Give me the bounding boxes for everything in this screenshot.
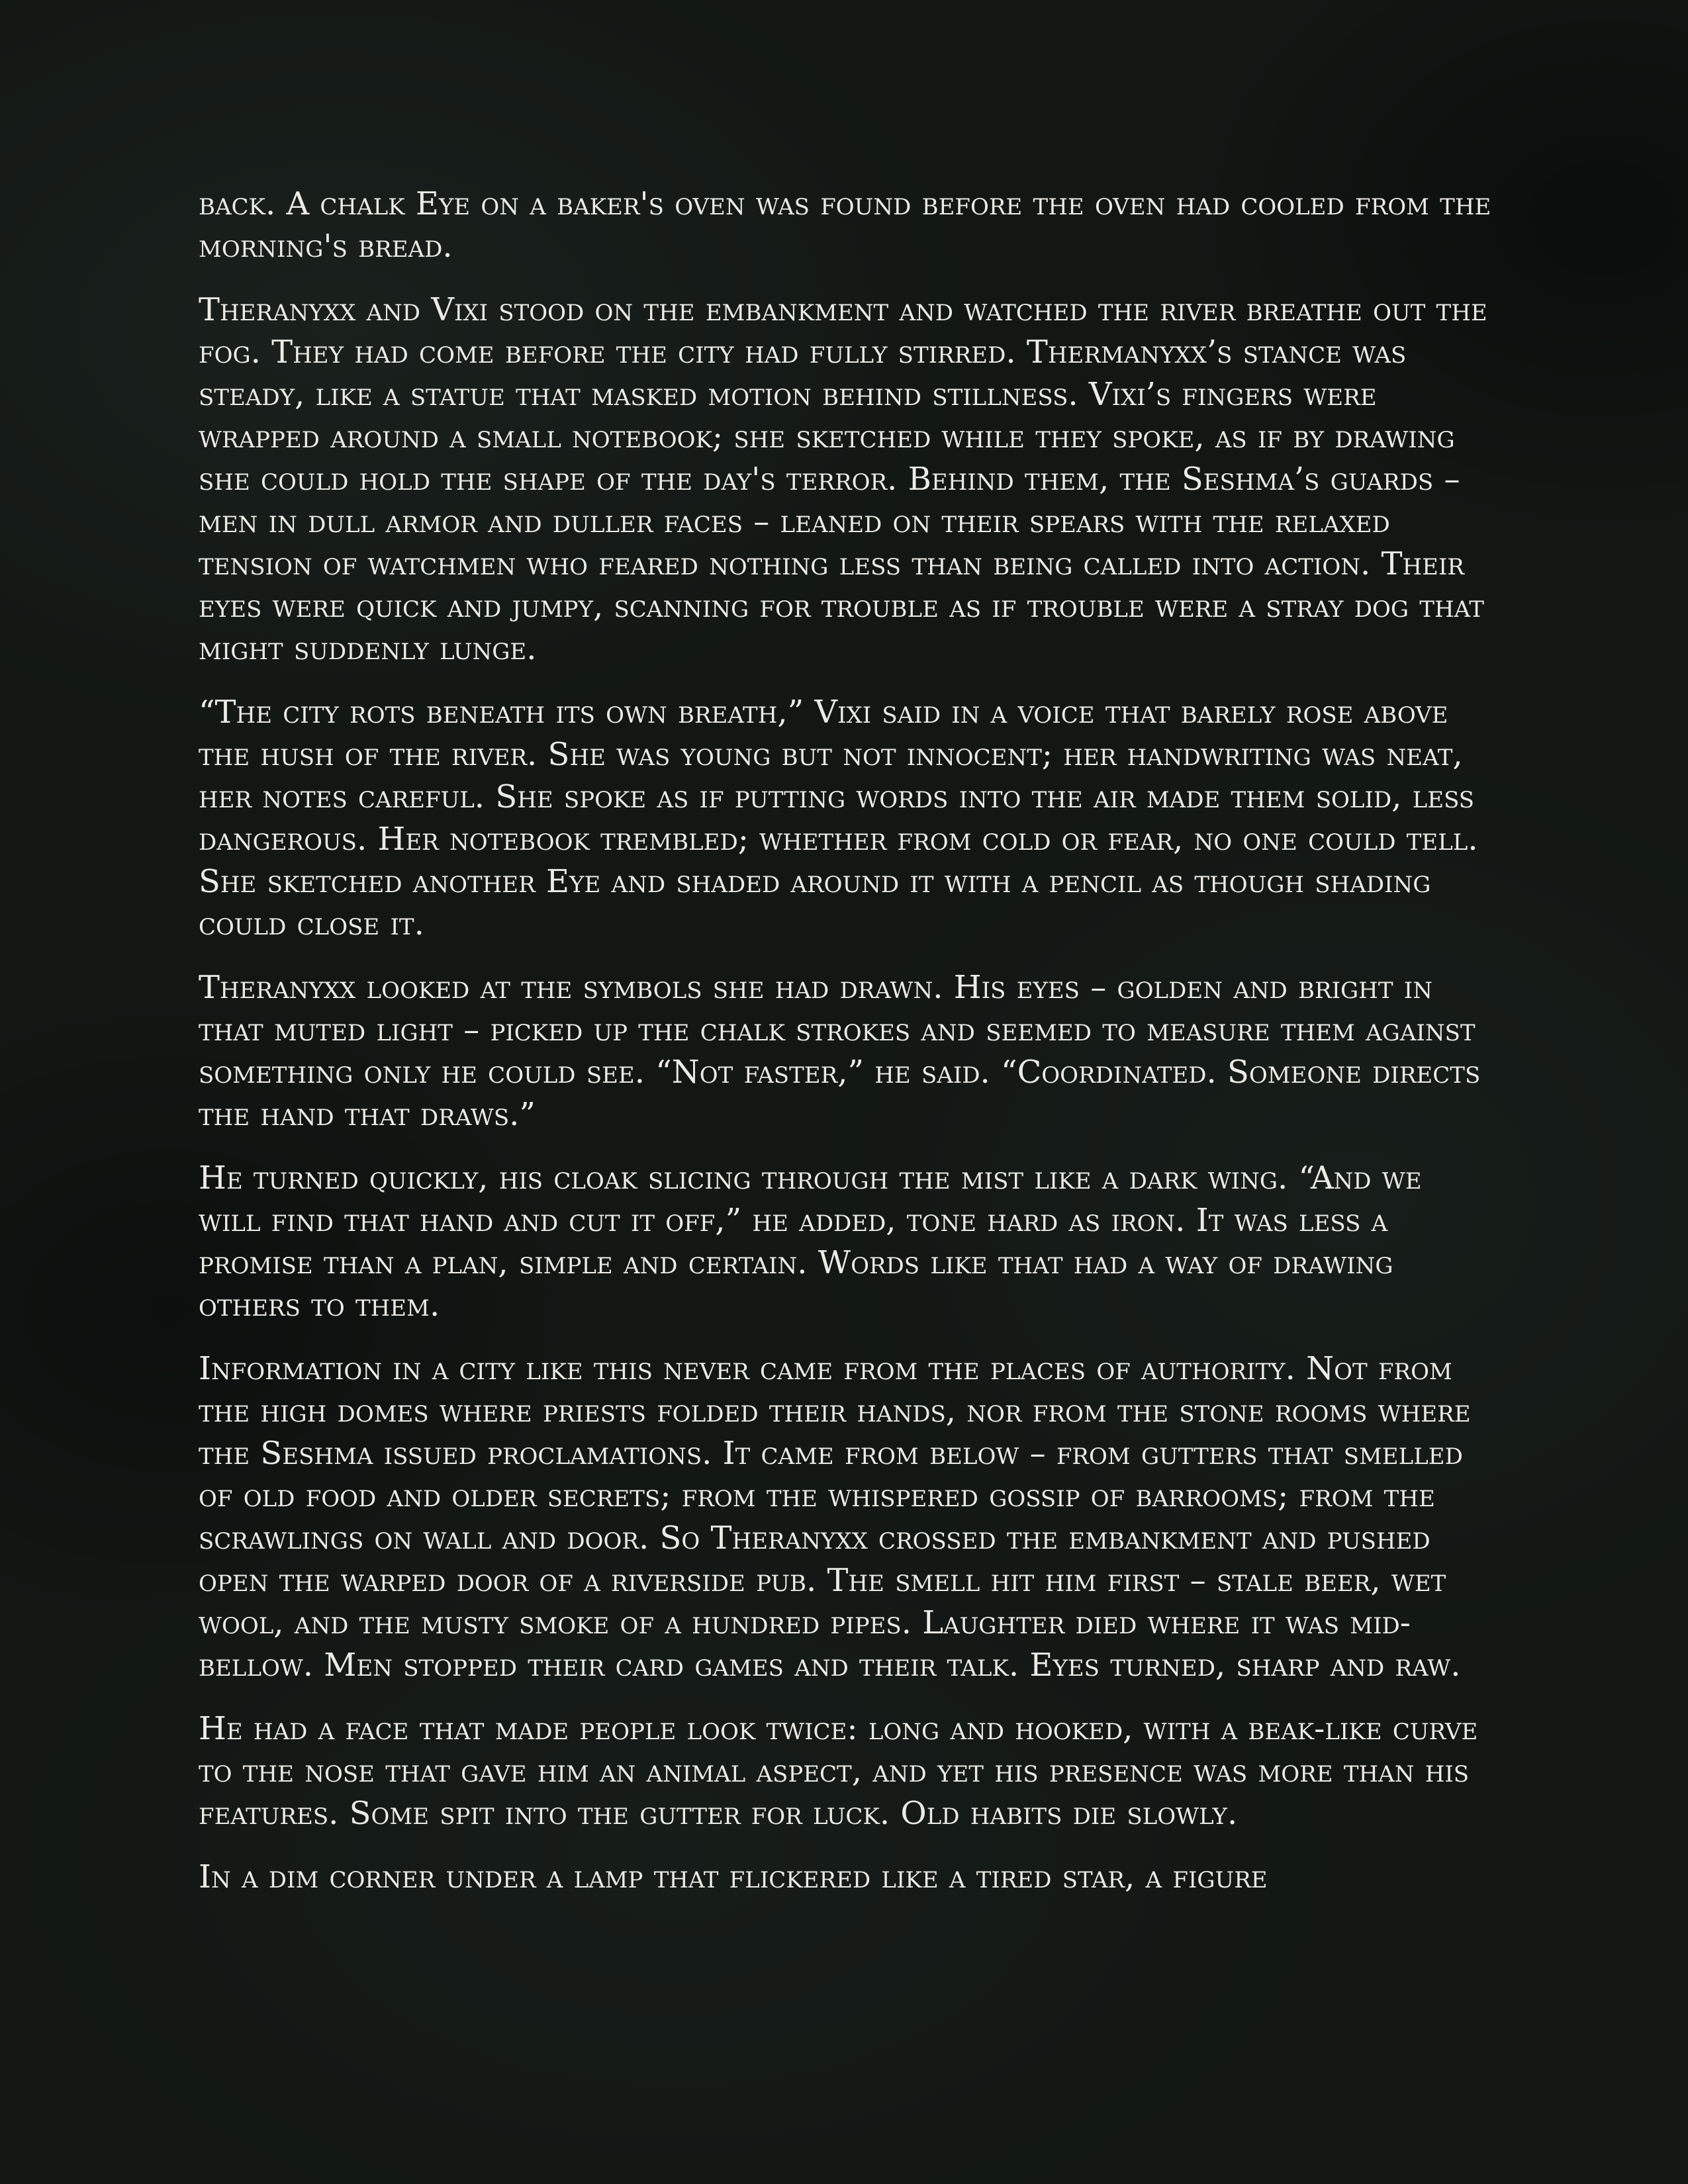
paragraph: Theranyxx looked at the symbols she had drawn. His eyes – golden and bright in that muted light – picked up the chalk strokes and seemed to measure them against something only he could see. “Not faster,” he said. “Coordinated. Someone directs the hand that draws.”: [199, 969, 1481, 1133]
paragraph: Theranyxx and Vixi stood on the embankment and watched the river breathe out the fog. They had come before the city had fully stirred. Thermanyxx’s stance was steady, like a statue that masked motion behind stillness. Vixi’s fingers were wrapped around a small notebook; she sketched while they spoke, as if by drawing she could hold the shape of the day's terror. Behind them, the Seshma’s guards – men in dull armor and duller faces – leaned on their spears with the relaxed tension of watchmen who feared nothing less than being called into action. Their eyes were quick and jumpy, scanning for trouble as if trouble were a stray dog that might suddenly lunge.: [199, 291, 1487, 667]
paragraph: In a dim corner under a lamp that flickered like a tired star, a figure: [199, 1858, 1268, 1895]
paragraph: He turned quickly, his cloak slicing through the mist like a dark wing. “And we will find that hand and cut it off,” he added, tone hard as iron. It was less a promise than a plan, simple and certain. Words like that had a way of drawing others to them.: [199, 1160, 1422, 1324]
paragraph: He had a face that made people look twice: long and hooked, with a beak-like curve to the nose that gave him an animal aspect, and yet his presence was more than his features. Some spit into the gutter for luck. Old habits die slowly.: [199, 1710, 1478, 1832]
text-column: [199, 183, 1493, 1919]
paragraph: Information in a city like this never came from the places of authority. Not from the high domes where priests folded their hands, nor from the stone rooms where the Seshma issued proclamations. It came from below – from gutters that smelled of old food and older secrets; from the whispered gossip of barrooms; from the scrawlings on wall and door. So Theranyxx crossed the embankment and pushed open the warped door of a riverside pub. The smell hit him first – stale beer, wet wool, and the musty smoke of a hundred pipes. Laughter died where it was mid-bellow. Men stopped their card games and their talk. Eyes turned, sharp and raw.: [199, 1350, 1471, 1684]
paragraph: “The city rots beneath its own breath,” Vixi said in a voice that barely rose above the hush of the river. She was young but not innocent; her handwriting was neat, her notes careful. She spoke as if putting words into the air made them solid, less dangerous. Her notebook trembled; whether from cold or fear, no one could tell. She sketched another Eye and shaded around it with a pencil as though shading could close it.: [199, 694, 1478, 942]
paragraph: back. A chalk Eye on a baker's oven was found before the oven had cooled from the morning's bread.: [199, 185, 1491, 265]
